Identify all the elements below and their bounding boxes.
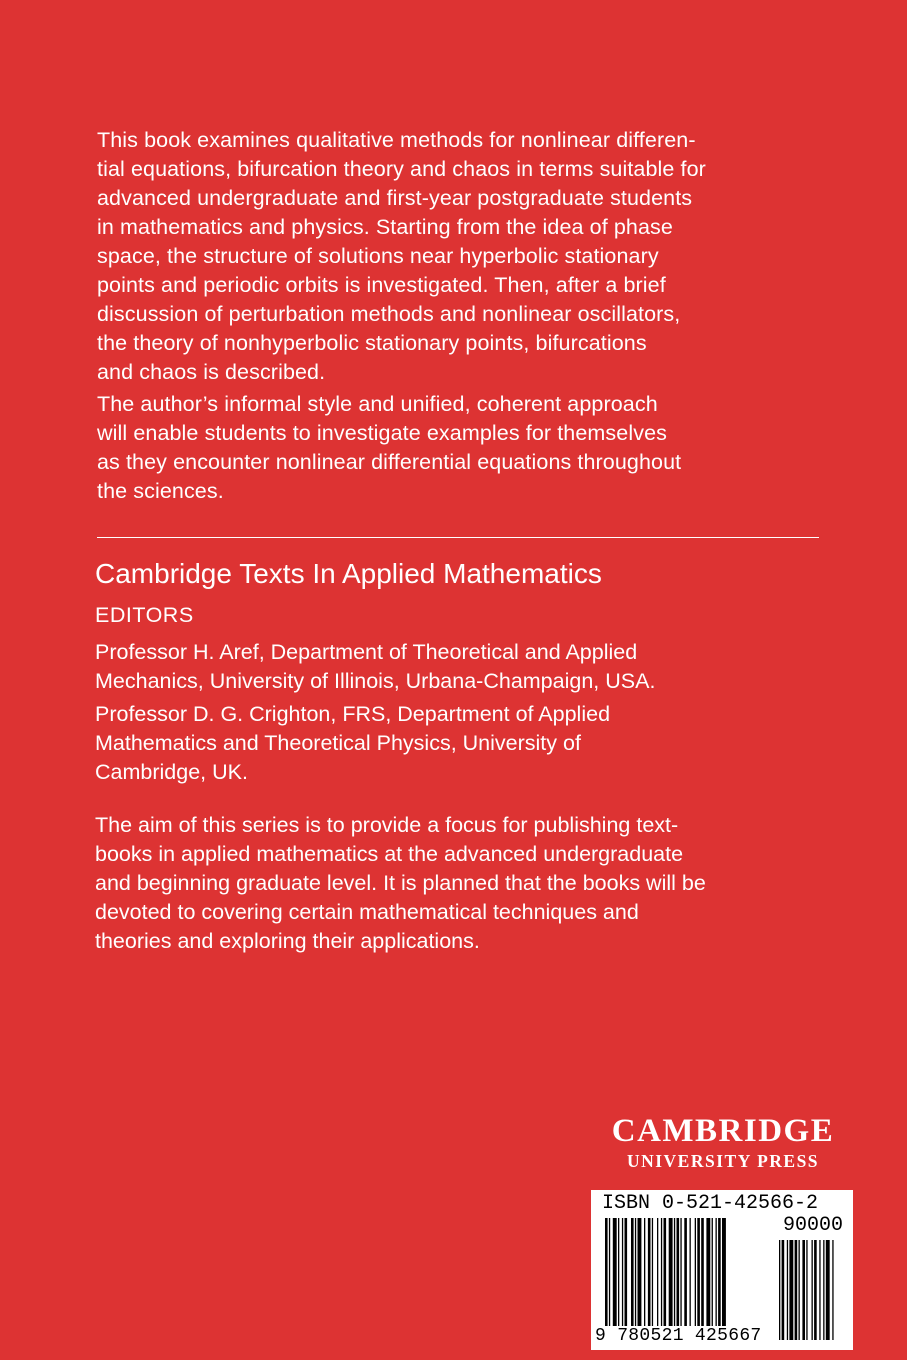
addon-bar xyxy=(802,1240,805,1340)
barcode-bar xyxy=(638,1218,642,1326)
desc-line: will enable students to investigate examples for themselves xyxy=(97,421,667,445)
description-paragraph-2 xyxy=(97,390,797,506)
aim-paragraph xyxy=(95,811,815,956)
addon-bar xyxy=(795,1240,798,1340)
barcode-bar xyxy=(622,1218,623,1326)
editor-line: Professor H. Aref, Department of Theoretical and Applied xyxy=(95,640,638,664)
barcode-bar xyxy=(648,1218,651,1326)
aim-line: devoted to covering certain mathematical techniques and xyxy=(95,900,639,924)
desc-line: space, the structure of solutions near hyperbolic stationary xyxy=(97,244,659,268)
barcode-bar xyxy=(657,1218,658,1326)
editor-entry xyxy=(95,638,795,696)
desc-line: the sciences. xyxy=(97,479,224,503)
barcode-bar xyxy=(625,1218,628,1326)
barcode-bar xyxy=(652,1218,653,1326)
editor-line: Professor D. G. Crighton, FRS, Department of Applied xyxy=(95,702,611,726)
editors-list xyxy=(95,638,795,791)
barcode-bar xyxy=(706,1218,710,1326)
aim-line: The aim of this series is to provide a focus for publishing text- xyxy=(95,813,679,837)
barcode-bar xyxy=(680,1218,681,1326)
aim-line: theories and exploring their applications. xyxy=(95,929,480,953)
addon-bar xyxy=(799,1240,800,1340)
barcode-bar xyxy=(661,1218,662,1326)
barcode-bar xyxy=(605,1218,608,1326)
aim-line: books in applied mathematics at the advanced undergraduate xyxy=(95,842,684,866)
publisher-name: CAMBRIDGE xyxy=(611,1113,835,1149)
addon-bar xyxy=(787,1240,788,1340)
barcode-bar xyxy=(716,1218,717,1326)
description-paragraph-1 xyxy=(97,126,797,387)
price-add-on: 90000 xyxy=(782,1214,843,1237)
barcode-bar xyxy=(718,1218,721,1326)
addon-bar xyxy=(789,1240,793,1340)
series-title: Cambridge Texts In Applied Mathematics xyxy=(95,558,602,589)
desc-line: advanced undergraduate and first-year postgraduate students xyxy=(97,186,693,210)
barcode-panel xyxy=(591,1190,853,1350)
editors-label: EDITORS xyxy=(95,603,194,627)
addon-bar xyxy=(819,1240,820,1340)
book-description xyxy=(97,126,797,509)
addon-bar xyxy=(814,1240,817,1340)
publisher-logo xyxy=(588,1113,858,1171)
editor-entry xyxy=(95,700,795,787)
barcode-bar xyxy=(701,1218,704,1326)
editor-line: Cambridge, UK. xyxy=(95,760,248,784)
ean-digits: 9 780521 425667 xyxy=(595,1326,762,1346)
barcode-bar xyxy=(613,1218,617,1326)
series-aim xyxy=(95,811,815,956)
addon-bar xyxy=(779,1240,780,1340)
addon-bar xyxy=(823,1240,824,1340)
addon-bar xyxy=(812,1240,813,1340)
barcode-bar xyxy=(644,1218,645,1326)
divider-rule xyxy=(97,537,819,538)
barcode-bar xyxy=(712,1218,713,1326)
barcode-bar xyxy=(695,1218,696,1326)
barcode-bar xyxy=(631,1218,634,1326)
editor-line: Mathematics and Theoretical Physics, University of xyxy=(95,731,581,755)
addon-bar xyxy=(832,1240,833,1340)
barcode-bar xyxy=(618,1218,619,1326)
barcode-bar xyxy=(664,1218,667,1326)
addon-bar xyxy=(826,1240,830,1340)
desc-line: The author’s informal style and unified, coherent approach xyxy=(97,392,658,416)
publisher-subname: UNIVERSITY PRESS xyxy=(626,1151,820,1171)
desc-line: tial equations, bifurcation theory and chaos in terms suitable for xyxy=(97,157,706,181)
barcode-bar xyxy=(697,1218,700,1326)
desc-line: the theory of nonhyperbolic stationary points, bifurcations xyxy=(97,331,647,355)
addon-bar xyxy=(806,1240,807,1340)
barcode-bar xyxy=(609,1218,610,1326)
desc-line: as they encounter nonlinear differential equations throughout xyxy=(97,450,682,474)
desc-line: This book examines qualitative methods for nonlinear differen- xyxy=(97,128,696,152)
barcode-bar xyxy=(684,1218,687,1326)
barcode-bar xyxy=(635,1218,636,1326)
desc-line: points and periodic orbits is investigated. Then, after a brief xyxy=(97,273,666,297)
barcode-bar xyxy=(674,1218,675,1326)
desc-line: discussion of perturbation methods and nonlinear oscillators, xyxy=(97,302,681,326)
barcode-bar xyxy=(722,1218,726,1326)
isbn-number: ISBN 0-521-42566-2 xyxy=(602,1192,819,1215)
desc-line: in mathematics and physics. Starting from the idea of phase xyxy=(97,215,673,239)
barcode-bar xyxy=(690,1218,691,1326)
aim-line: and beginning graduate level. It is planned that the books will be xyxy=(95,871,706,895)
barcode-bar xyxy=(677,1218,680,1326)
barcode-bar xyxy=(669,1218,673,1326)
desc-line: and chaos is described. xyxy=(97,360,326,384)
editor-line: Mechanics, University of Illinois, Urbana-Champaign, USA. xyxy=(95,669,656,693)
addon-bar xyxy=(782,1240,785,1340)
